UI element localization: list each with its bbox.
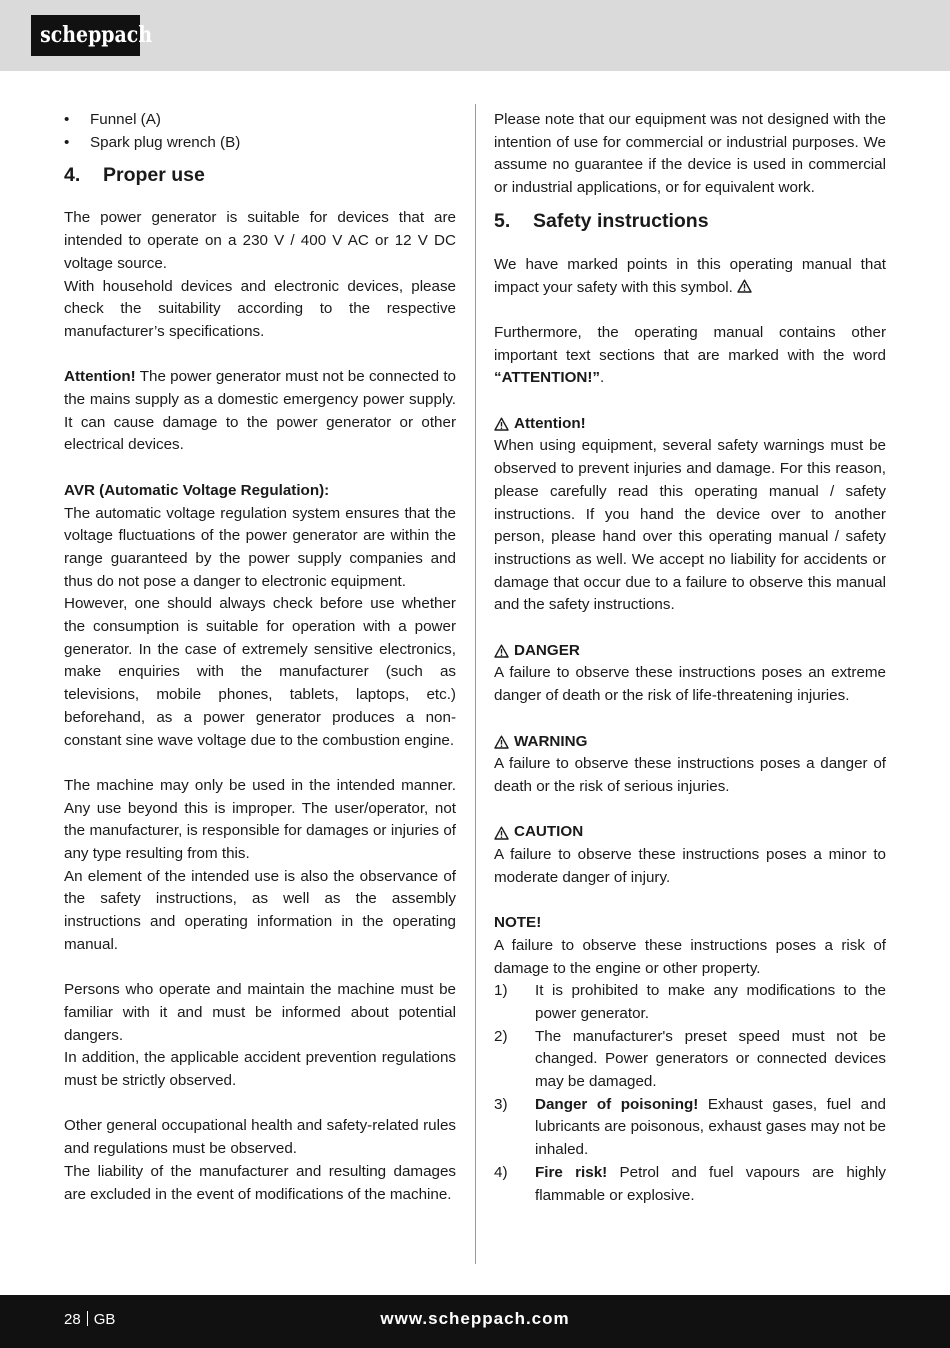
- paragraph: The automatic voltage regulation system ensures that the voltage fluctuations of the power generator are within the range guaranteed by the power supply companies and thus do not pose a danger to electronic equipment.: [64, 504, 456, 590]
- right-column: [494, 109, 886, 1207]
- list-item: 1) It is prohibited to make any modifications to the power generator.: [494, 982, 886, 1022]
- caution-heading: CAUTION: [494, 821, 886, 844]
- attention-text: The power generator must not be connected to the mains supply as a domestic emergency power supply. It can cause damage to the power generator or other electrical devices.: [64, 368, 456, 454]
- header-band: [0, 0, 950, 71]
- paragraph: The machine may only be used in the intended manner. Any use beyond this is improper. The user/operator, not the manufacturer, is responsible for damages or injuries of any type resulting from this.: [64, 776, 456, 863]
- paragraph: An element of the intended use is also the observance of the safety instructions, as well as the assembly instructions and operating information in the operating manual.: [64, 867, 456, 953]
- attention-paragraph: [64, 366, 456, 457]
- paragraph: A failure to observe these instructions poses an extreme danger of death or the risk of life-threatening injuries.: [494, 664, 886, 705]
- danger-heading: DANGER: [494, 640, 886, 663]
- footer-band: [0, 1295, 950, 1348]
- section-title: Safety instructions: [533, 209, 709, 232]
- attention-label: Attention!: [64, 368, 136, 386]
- paragraph: Please note that our equipment was not designed with the intention of use for commercial or industrial purposes. We assume no guarantee if the device is used in commercial or industrial applications, or for equivalent work.: [494, 111, 886, 197]
- section-heading-proper-use: [64, 163, 456, 187]
- paragraph: A failure to observe these instructions poses a risk of damage to the engine or other property.: [494, 936, 886, 977]
- section-title: Proper use: [103, 164, 205, 187]
- paragraph: In addition, the applicable accident prevention regulations must be strictly observed.: [64, 1049, 456, 1090]
- paragraph: With household devices and electronic devices, please check the suitability according to the respective manufacturer’s specifications.: [64, 277, 456, 340]
- section-heading-safety-instructions: [494, 209, 886, 233]
- accessory-list: [64, 109, 456, 154]
- paragraph: We have marked points in this operating manual that impact your safety with this symbol.: [494, 255, 886, 296]
- paragraph: The liability of the manufacturer and resulting damages are excluded in the event of modifications of the machine.: [64, 1162, 456, 1203]
- paragraph: When using equipment, several safety warnings must be observed to prevent injuries and damage. For this reason, please carefully read this operating manual / safety instructions. If you hand the device over to another person, please hand over this operating manual / safety instructions as well. We accept no liability for accidents or damage that occur due to a failure to observe this manual and the safety instructions.: [494, 437, 886, 614]
- column-divider: [475, 104, 476, 1264]
- list-item: 4) Fire risk! Petrol and fuel vapours are highly flammable or explosive.: [494, 1163, 887, 1204]
- paragraph: Persons who operate and maintain the machine must be familiar with it and must be informed about potential dangers.: [64, 981, 456, 1044]
- avr-heading: AVR (Automatic Voltage Regulation):: [64, 481, 330, 499]
- paragraph: A failure to observe these instructions poses a danger of death or the risk of serious injuries.: [494, 755, 886, 795]
- brand-logo: scheppach: [31, 15, 140, 56]
- list-item: • Spark plug wrench (B): [64, 132, 456, 155]
- warning-triangle-icon: [494, 644, 509, 658]
- paragraph: The power generator is suitable for devices that are intended to operate on a 230 V / 400 V AC or 12 V DC voltage source.: [64, 209, 456, 272]
- website-link[interactable]: www.scheppach.com: [380, 1309, 570, 1328]
- note-heading: NOTE!: [494, 914, 542, 932]
- list-item: 3) Danger of poisoning! Exhaust gases, fuel and lubricants are poisonous, exhaust gases may not be inhaled.: [494, 1095, 886, 1159]
- paragraph: A failure to observe these instructions poses a minor to moderate danger of injury.: [494, 846, 886, 886]
- page-number: 28 GB: [64, 1311, 116, 1328]
- warning-triangle-icon: [494, 735, 509, 749]
- paragraph: Furthermore, the operating manual contains other important text sections that are marked with the word “ATTENTION!”.: [494, 323, 886, 387]
- warning-triangle-icon: [494, 826, 509, 840]
- list-item: • Funnel (A): [64, 109, 456, 132]
- section-number: 5.: [494, 209, 511, 232]
- list-item: 2) The manufacturer's preset speed must not be changed. Power generators or connected devices may be damaged.: [494, 1027, 886, 1091]
- warning-triangle-icon: [494, 417, 509, 431]
- paragraph: However, one should always check before use whether the consumption is suitable for operation with a power generator. In the case of extremely sensitive electronics, make enquiries with the manufacturer (such as televisions, mobile phones, tablets, laptops, etc.) beforehand, as a power generator produces a non-constant sine wave voltage due to the combustion engine.: [64, 595, 456, 749]
- warning-triangle-icon: [737, 279, 752, 293]
- left-column: [64, 109, 456, 1206]
- warning-heading: WARNING: [494, 731, 886, 754]
- paragraph: Other general occupational health and safety-related rules and regulations must be observed.: [64, 1117, 456, 1158]
- section-number: 4.: [64, 164, 81, 187]
- attention-heading: Attention!: [494, 413, 886, 436]
- numbered-list: [494, 980, 886, 1207]
